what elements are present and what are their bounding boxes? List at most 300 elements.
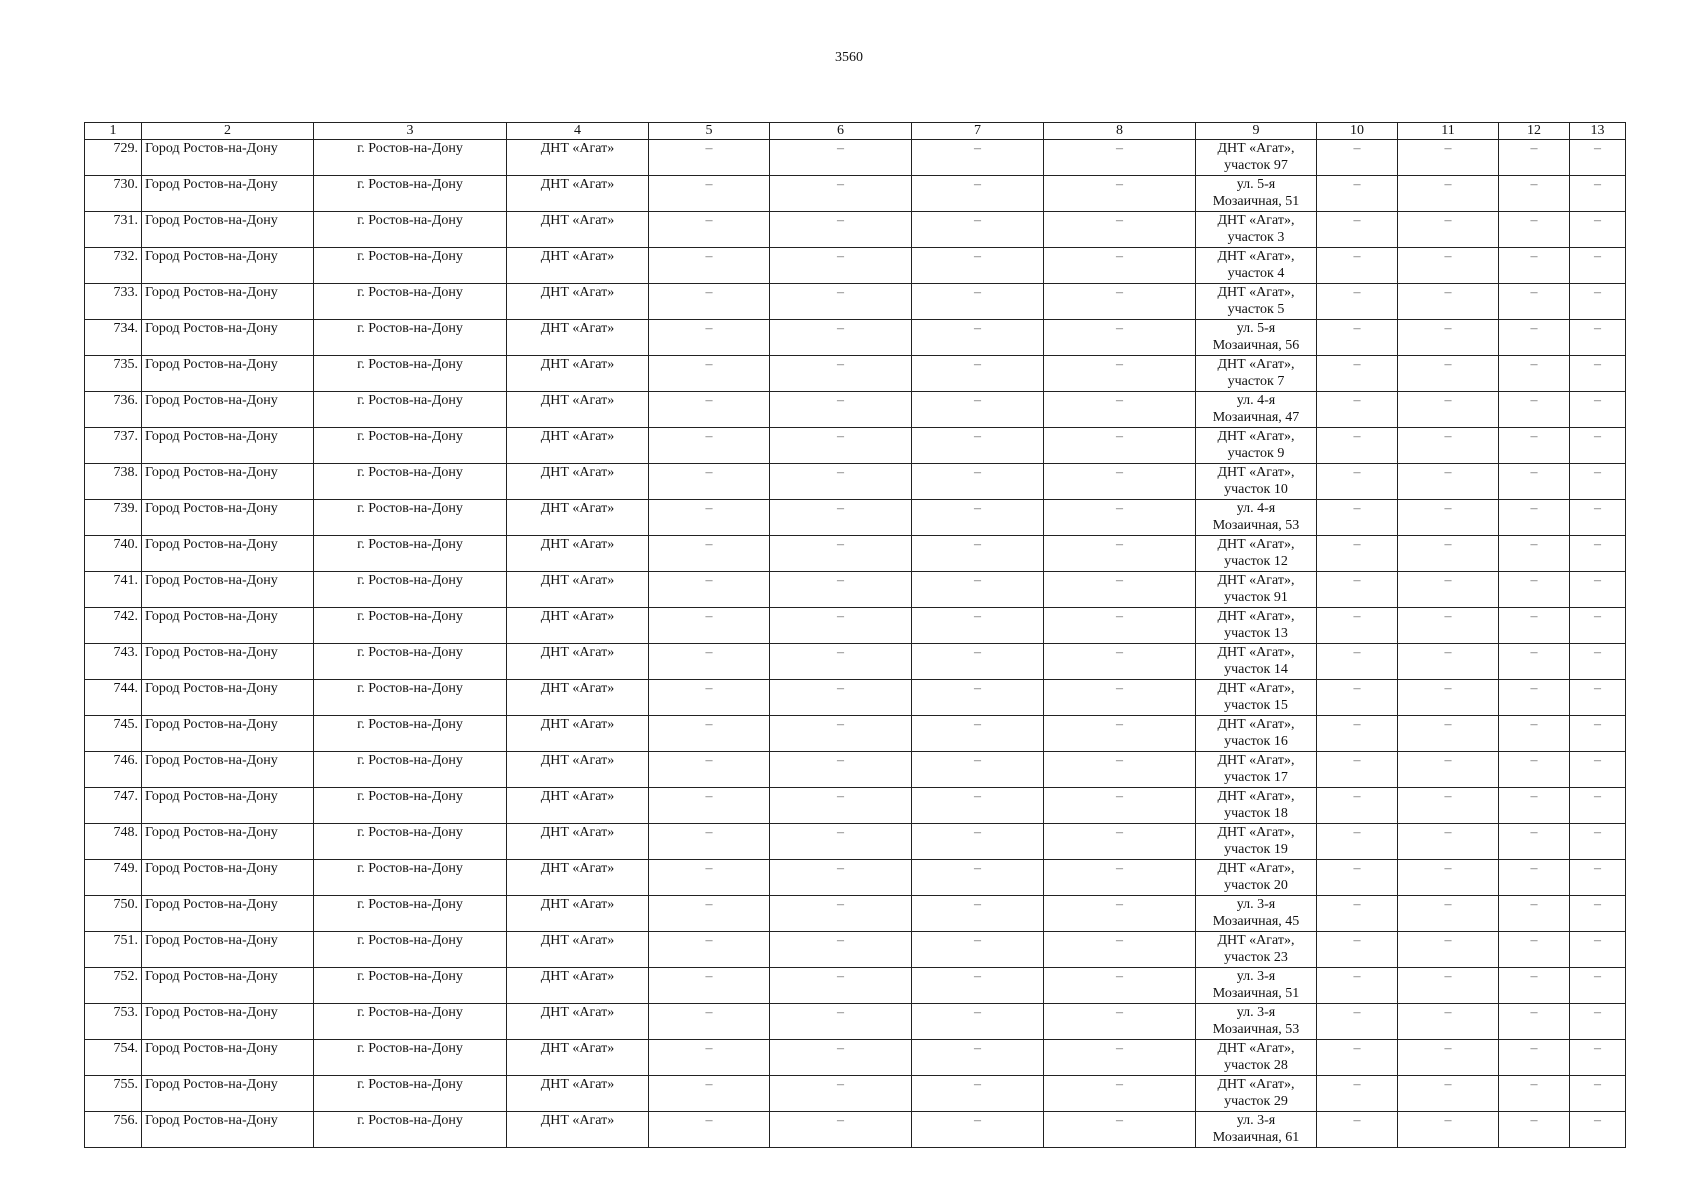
empty-cell: – xyxy=(1499,752,1570,788)
empty-cell: – xyxy=(1044,1004,1196,1040)
municipality-cell: Город Ростов-на-Дону xyxy=(142,500,314,536)
organization-cell: ДНТ «Агат» xyxy=(507,464,649,500)
empty-cell: – xyxy=(1570,680,1626,716)
empty-cell: – xyxy=(770,248,912,284)
empty-cell: – xyxy=(1499,788,1570,824)
address-line-2: участок 3 xyxy=(1227,230,1285,245)
empty-cell: – xyxy=(1398,1004,1499,1040)
locality-cell: г. Ростов-на-Дону xyxy=(314,212,507,248)
empty-cell: – xyxy=(1317,824,1398,860)
empty-cell: – xyxy=(649,320,770,356)
locality-cell: г. Ростов-на-Дону xyxy=(314,1076,507,1112)
empty-cell: – xyxy=(1044,428,1196,464)
address-cell xyxy=(1196,752,1317,788)
empty-cell: – xyxy=(1317,1040,1398,1076)
empty-cell: – xyxy=(912,140,1044,176)
empty-cell: – xyxy=(912,248,1044,284)
empty-cell: – xyxy=(1499,968,1570,1004)
table-body xyxy=(85,140,1626,1148)
empty-cell: – xyxy=(1499,1004,1570,1040)
locality-cell: г. Ростов-на-Дону xyxy=(314,140,507,176)
municipality-cell: Город Ростов-на-Дону xyxy=(142,752,314,788)
empty-cell: – xyxy=(912,896,1044,932)
address-line-1: ДНТ «Агат», xyxy=(1217,537,1295,552)
address-line-1: ул. 4-я xyxy=(1236,393,1276,408)
empty-cell: – xyxy=(1499,428,1570,464)
municipality-cell: Город Ростов-на-Дону xyxy=(142,824,314,860)
empty-cell: – xyxy=(770,392,912,428)
empty-cell: – xyxy=(912,860,1044,896)
locality-cell: г. Ростов-на-Дону xyxy=(314,968,507,1004)
locality-cell: г. Ростов-на-Дону xyxy=(314,176,507,212)
empty-cell: – xyxy=(649,536,770,572)
empty-cell: – xyxy=(1317,464,1398,500)
empty-cell: – xyxy=(649,140,770,176)
empty-cell: – xyxy=(912,1076,1044,1112)
empty-cell: – xyxy=(649,464,770,500)
organization-cell: ДНТ «Агат» xyxy=(507,788,649,824)
municipality-cell: Город Ростов-на-Дону xyxy=(142,140,314,176)
empty-cell: – xyxy=(770,1040,912,1076)
empty-cell: – xyxy=(1317,176,1398,212)
address-line-2: участок 19 xyxy=(1224,842,1288,857)
address-line-2: участок 17 xyxy=(1224,770,1288,785)
address-line-2: участок 9 xyxy=(1227,446,1285,461)
empty-cell: – xyxy=(1044,464,1196,500)
empty-cell: – xyxy=(1317,212,1398,248)
empty-cell: – xyxy=(1570,896,1626,932)
empty-cell: – xyxy=(1570,968,1626,1004)
address-line-1: ДНТ «Агат», xyxy=(1217,141,1295,156)
organization-cell: ДНТ «Агат» xyxy=(507,860,649,896)
table-row xyxy=(85,428,1626,464)
empty-cell: – xyxy=(1317,1112,1398,1148)
empty-cell: – xyxy=(1570,824,1626,860)
address-cell xyxy=(1196,428,1317,464)
empty-cell: – xyxy=(1317,788,1398,824)
empty-cell: – xyxy=(1044,356,1196,392)
address-line-2: участок 28 xyxy=(1224,1058,1288,1073)
empty-cell: – xyxy=(649,248,770,284)
empty-cell: – xyxy=(770,428,912,464)
empty-cell: – xyxy=(1317,392,1398,428)
organization-cell: ДНТ «Агат» xyxy=(507,1076,649,1112)
locality-cell: г. Ростов-на-Дону xyxy=(314,716,507,752)
empty-cell: – xyxy=(1044,212,1196,248)
row-number-cell: 736. xyxy=(85,392,142,428)
empty-cell: – xyxy=(1499,644,1570,680)
empty-cell: – xyxy=(1570,608,1626,644)
empty-cell: – xyxy=(1044,788,1196,824)
empty-cell: – xyxy=(1398,464,1499,500)
row-number-cell: 756. xyxy=(85,1112,142,1148)
address-line-1: ДНТ «Агат», xyxy=(1217,357,1295,372)
empty-cell: – xyxy=(770,500,912,536)
row-number-cell: 730. xyxy=(85,176,142,212)
empty-cell: – xyxy=(1044,932,1196,968)
address-line-2: участок 91 xyxy=(1224,590,1288,605)
empty-cell: – xyxy=(649,1004,770,1040)
empty-cell: – xyxy=(770,716,912,752)
empty-cell: – xyxy=(1398,932,1499,968)
empty-cell: – xyxy=(649,896,770,932)
empty-cell: – xyxy=(1044,248,1196,284)
municipality-cell: Город Ростов-на-Дону xyxy=(142,608,314,644)
municipality-cell: Город Ростов-на-Дону xyxy=(142,716,314,752)
empty-cell: – xyxy=(1317,860,1398,896)
table-row xyxy=(85,248,1626,284)
empty-cell: – xyxy=(1044,392,1196,428)
empty-cell: – xyxy=(1398,572,1499,608)
address-line-2: участок 10 xyxy=(1224,482,1288,497)
address-line-2: участок 16 xyxy=(1224,734,1288,749)
row-number-cell: 746. xyxy=(85,752,142,788)
empty-cell: – xyxy=(1570,1004,1626,1040)
empty-cell: – xyxy=(1317,284,1398,320)
row-number-cell: 731. xyxy=(85,212,142,248)
empty-cell: – xyxy=(770,608,912,644)
empty-cell: – xyxy=(1398,356,1499,392)
address-line-1: ДНТ «Агат», xyxy=(1217,1077,1295,1092)
row-number-cell: 750. xyxy=(85,896,142,932)
empty-cell: – xyxy=(1317,356,1398,392)
address-cell xyxy=(1196,320,1317,356)
empty-cell: – xyxy=(912,536,1044,572)
row-number-cell: 732. xyxy=(85,248,142,284)
row-number-cell: 735. xyxy=(85,356,142,392)
municipality-cell: Город Ростов-на-Дону xyxy=(142,320,314,356)
municipality-cell: Город Ростов-на-Дону xyxy=(142,896,314,932)
address-line-1: ДНТ «Агат», xyxy=(1217,1041,1295,1056)
empty-cell: – xyxy=(770,644,912,680)
empty-cell: – xyxy=(1398,212,1499,248)
empty-cell: – xyxy=(1317,752,1398,788)
organization-cell: ДНТ «Агат» xyxy=(507,356,649,392)
empty-cell: – xyxy=(649,392,770,428)
municipality-cell: Город Ростов-на-Дону xyxy=(142,1040,314,1076)
empty-cell: – xyxy=(649,608,770,644)
empty-cell: – xyxy=(770,860,912,896)
row-number-cell: 753. xyxy=(85,1004,142,1040)
empty-cell: – xyxy=(649,752,770,788)
address-line-1: ДНТ «Агат», xyxy=(1217,933,1295,948)
organization-cell: ДНТ «Агат» xyxy=(507,176,649,212)
locality-cell: г. Ростов-на-Дону xyxy=(314,572,507,608)
empty-cell: – xyxy=(649,788,770,824)
empty-cell: – xyxy=(1317,572,1398,608)
empty-cell: – xyxy=(1398,248,1499,284)
address-cell xyxy=(1196,140,1317,176)
row-number-cell: 738. xyxy=(85,464,142,500)
organization-cell: ДНТ «Агат» xyxy=(507,320,649,356)
empty-cell: – xyxy=(1570,248,1626,284)
locality-cell: г. Ростов-на-Дону xyxy=(314,680,507,716)
empty-cell: – xyxy=(1499,212,1570,248)
empty-cell: – xyxy=(770,212,912,248)
table-row xyxy=(85,716,1626,752)
municipality-cell: Город Ростов-на-Дону xyxy=(142,932,314,968)
locality-cell: г. Ростов-на-Дону xyxy=(314,860,507,896)
table-row xyxy=(85,284,1626,320)
empty-cell: – xyxy=(1570,428,1626,464)
row-number-cell: 740. xyxy=(85,536,142,572)
locality-cell: г. Ростов-на-Дону xyxy=(314,824,507,860)
empty-cell: – xyxy=(912,500,1044,536)
organization-cell: ДНТ «Агат» xyxy=(507,572,649,608)
empty-cell: – xyxy=(912,320,1044,356)
empty-cell: – xyxy=(1398,320,1499,356)
municipality-cell: Город Ростов-на-Дону xyxy=(142,212,314,248)
empty-cell: – xyxy=(1398,1076,1499,1112)
row-number-cell: 748. xyxy=(85,824,142,860)
empty-cell: – xyxy=(1499,1076,1570,1112)
empty-cell: – xyxy=(770,284,912,320)
empty-cell: – xyxy=(770,536,912,572)
locality-cell: г. Ростов-на-Дону xyxy=(314,284,507,320)
organization-cell: ДНТ «Агат» xyxy=(507,932,649,968)
empty-cell: – xyxy=(649,644,770,680)
empty-cell: – xyxy=(649,500,770,536)
empty-cell: – xyxy=(912,968,1044,1004)
empty-cell: – xyxy=(770,680,912,716)
address-line-1: ДНТ «Агат», xyxy=(1217,681,1295,696)
table-row xyxy=(85,968,1626,1004)
municipality-cell: Город Ростов-на-Дону xyxy=(142,176,314,212)
row-number-cell: 745. xyxy=(85,716,142,752)
organization-cell: ДНТ «Агат» xyxy=(507,608,649,644)
empty-cell: – xyxy=(912,1004,1044,1040)
table-row xyxy=(85,140,1626,176)
empty-cell: – xyxy=(1044,536,1196,572)
row-number-cell: 747. xyxy=(85,788,142,824)
empty-cell: – xyxy=(1499,860,1570,896)
empty-cell: – xyxy=(1570,1112,1626,1148)
row-number-cell: 749. xyxy=(85,860,142,896)
empty-cell: – xyxy=(912,824,1044,860)
empty-cell: – xyxy=(1570,140,1626,176)
address-cell xyxy=(1196,896,1317,932)
organization-cell: ДНТ «Агат» xyxy=(507,140,649,176)
table-row xyxy=(85,932,1626,968)
empty-cell: – xyxy=(1317,428,1398,464)
empty-cell: – xyxy=(1398,788,1499,824)
empty-cell: – xyxy=(1499,932,1570,968)
table-row xyxy=(85,500,1626,536)
column-header: 4 xyxy=(507,123,649,140)
municipality-cell: Город Ростов-на-Дону xyxy=(142,464,314,500)
address-line-2: участок 7 xyxy=(1227,374,1285,389)
empty-cell: – xyxy=(912,284,1044,320)
municipality-cell: Город Ростов-на-Дону xyxy=(142,644,314,680)
empty-cell: – xyxy=(1044,176,1196,212)
address-cell xyxy=(1196,788,1317,824)
table-row xyxy=(85,212,1626,248)
address-cell xyxy=(1196,176,1317,212)
table-row xyxy=(85,572,1626,608)
table-row xyxy=(85,1112,1626,1148)
empty-cell: – xyxy=(1570,644,1626,680)
empty-cell: – xyxy=(1317,1076,1398,1112)
column-header: 5 xyxy=(649,123,770,140)
empty-cell: – xyxy=(912,1040,1044,1076)
address-line-2: участок 18 xyxy=(1224,806,1288,821)
empty-cell: – xyxy=(912,932,1044,968)
empty-cell: – xyxy=(1570,752,1626,788)
empty-cell: – xyxy=(1398,176,1499,212)
page-number: 3560 xyxy=(835,50,863,65)
organization-cell: ДНТ «Агат» xyxy=(507,212,649,248)
row-number-cell: 734. xyxy=(85,320,142,356)
empty-cell: – xyxy=(1499,824,1570,860)
empty-cell: – xyxy=(1398,536,1499,572)
address-line-1: ул. 3-я xyxy=(1236,897,1276,912)
empty-cell: – xyxy=(649,968,770,1004)
empty-cell: – xyxy=(1398,752,1499,788)
empty-cell: – xyxy=(912,464,1044,500)
table-row xyxy=(85,176,1626,212)
empty-cell: – xyxy=(1317,680,1398,716)
empty-cell: – xyxy=(1398,824,1499,860)
table-row xyxy=(85,896,1626,932)
address-line-2: участок 12 xyxy=(1224,554,1288,569)
address-line-2: участок 29 xyxy=(1224,1094,1288,1109)
organization-cell: ДНТ «Агат» xyxy=(507,428,649,464)
table-row xyxy=(85,788,1626,824)
empty-cell: – xyxy=(1570,176,1626,212)
locality-cell: г. Ростов-на-Дону xyxy=(314,896,507,932)
empty-cell: – xyxy=(1398,716,1499,752)
empty-cell: – xyxy=(770,1112,912,1148)
empty-cell: – xyxy=(1317,644,1398,680)
address-line-2: Мозаичная, 47 xyxy=(1212,410,1300,425)
address-line-2: Мозаичная, 45 xyxy=(1212,914,1300,929)
organization-cell: ДНТ «Агат» xyxy=(507,284,649,320)
table-row xyxy=(85,536,1626,572)
empty-cell: – xyxy=(770,572,912,608)
empty-cell: – xyxy=(912,716,1044,752)
column-header: 8 xyxy=(1044,123,1196,140)
address-line-2: участок 97 xyxy=(1224,158,1288,173)
address-line-1: ул. 3-я xyxy=(1236,969,1276,984)
empty-cell: – xyxy=(1044,716,1196,752)
empty-cell: – xyxy=(1044,968,1196,1004)
locality-cell: г. Ростов-на-Дону xyxy=(314,320,507,356)
table-row xyxy=(85,1040,1626,1076)
empty-cell: – xyxy=(770,788,912,824)
table-row xyxy=(85,356,1626,392)
empty-cell: – xyxy=(1044,572,1196,608)
row-number-cell: 737. xyxy=(85,428,142,464)
empty-cell: – xyxy=(770,752,912,788)
municipality-cell: Город Ростов-на-Дону xyxy=(142,572,314,608)
empty-cell: – xyxy=(649,356,770,392)
empty-cell: – xyxy=(912,572,1044,608)
empty-cell: – xyxy=(1398,896,1499,932)
address-line-1: ул. 5-я xyxy=(1236,177,1276,192)
address-line-1: ул. 4-я xyxy=(1236,501,1276,516)
column-header: 12 xyxy=(1499,123,1570,140)
row-number-cell: 729. xyxy=(85,140,142,176)
empty-cell: – xyxy=(1398,284,1499,320)
address-line-1: ул. 5-я xyxy=(1236,321,1276,336)
municipality-cell: Город Ростов-на-Дону xyxy=(142,1076,314,1112)
empty-cell: – xyxy=(1317,248,1398,284)
empty-cell: – xyxy=(770,968,912,1004)
address-line-1: ул. 3-я xyxy=(1236,1005,1276,1020)
empty-cell: – xyxy=(1570,716,1626,752)
empty-cell: – xyxy=(649,176,770,212)
empty-cell: – xyxy=(1398,860,1499,896)
empty-cell: – xyxy=(1044,896,1196,932)
empty-cell: – xyxy=(649,1112,770,1148)
empty-cell: – xyxy=(770,320,912,356)
locality-cell: г. Ростов-на-Дону xyxy=(314,788,507,824)
municipality-cell: Город Ростов-на-Дону xyxy=(142,1004,314,1040)
row-number-cell: 754. xyxy=(85,1040,142,1076)
empty-cell: – xyxy=(649,680,770,716)
registry-table xyxy=(84,122,1626,1148)
empty-cell: – xyxy=(1570,320,1626,356)
empty-cell: – xyxy=(1570,464,1626,500)
municipality-cell: Город Ростов-на-Дону xyxy=(142,356,314,392)
address-line-2: участок 15 xyxy=(1224,698,1288,713)
municipality-cell: Город Ростов-на-Дону xyxy=(142,968,314,1004)
address-line-1: ДНТ «Агат», xyxy=(1217,753,1295,768)
organization-cell: ДНТ «Агат» xyxy=(507,1112,649,1148)
organization-cell: ДНТ «Агат» xyxy=(507,500,649,536)
empty-cell: – xyxy=(649,1076,770,1112)
table-row xyxy=(85,644,1626,680)
empty-cell: – xyxy=(649,716,770,752)
empty-cell: – xyxy=(1570,284,1626,320)
empty-cell: – xyxy=(1044,824,1196,860)
address-cell xyxy=(1196,572,1317,608)
municipality-cell: Город Ростов-на-Дону xyxy=(142,248,314,284)
empty-cell: – xyxy=(912,788,1044,824)
empty-cell: – xyxy=(1570,860,1626,896)
empty-cell: – xyxy=(649,284,770,320)
column-header: 11 xyxy=(1398,123,1499,140)
municipality-cell: Город Ростов-на-Дону xyxy=(142,680,314,716)
empty-cell: – xyxy=(1398,608,1499,644)
empty-cell: – xyxy=(1570,536,1626,572)
address-line-1: ДНТ «Агат», xyxy=(1217,429,1295,444)
empty-cell: – xyxy=(770,896,912,932)
empty-cell: – xyxy=(1398,428,1499,464)
column-header: 7 xyxy=(912,123,1044,140)
empty-cell: – xyxy=(1317,320,1398,356)
empty-cell: – xyxy=(770,140,912,176)
empty-cell: – xyxy=(1499,392,1570,428)
organization-cell: ДНТ «Агат» xyxy=(507,1004,649,1040)
empty-cell: – xyxy=(1317,932,1398,968)
empty-cell: – xyxy=(1499,716,1570,752)
empty-cell: – xyxy=(1570,212,1626,248)
column-header: 3 xyxy=(314,123,507,140)
empty-cell: – xyxy=(770,824,912,860)
address-line-1: ДНТ «Агат», xyxy=(1217,645,1295,660)
locality-cell: г. Ростов-на-Дону xyxy=(314,392,507,428)
empty-cell: – xyxy=(770,1076,912,1112)
empty-cell: – xyxy=(1044,752,1196,788)
address-cell xyxy=(1196,860,1317,896)
empty-cell: – xyxy=(912,1112,1044,1148)
organization-cell: ДНТ «Агат» xyxy=(507,896,649,932)
address-cell xyxy=(1196,680,1317,716)
empty-cell: – xyxy=(649,824,770,860)
locality-cell: г. Ростов-на-Дону xyxy=(314,428,507,464)
address-line-2: участок 20 xyxy=(1224,878,1288,893)
